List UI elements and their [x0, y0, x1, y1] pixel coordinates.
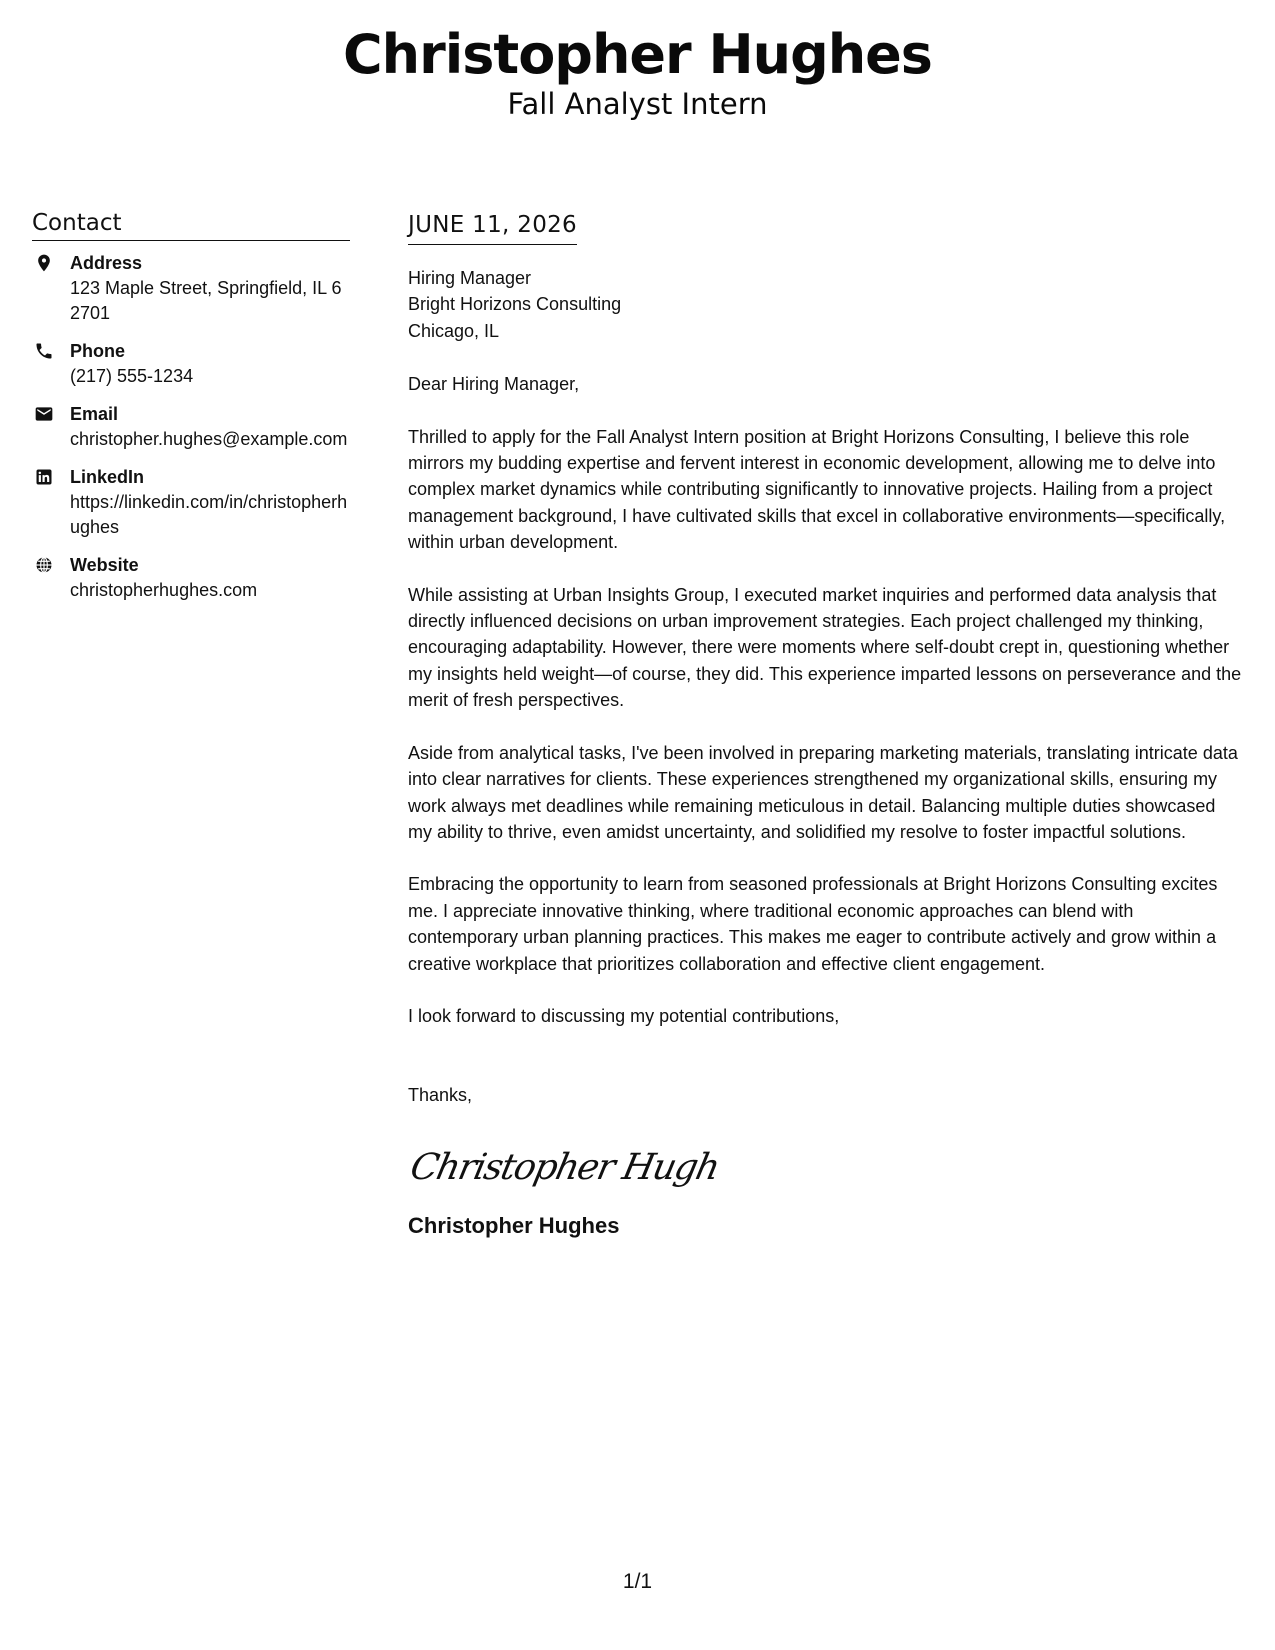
- body-paragraph-3: Aside from analytical tasks, I've been involved in preparing marketing materials, translating intricate data into clear narratives for clients. These experiences strengthened my organizational skills, ensuring my work always met deadlines while remaining meticulous in detail. Balancing multiple duties showcased my ability to thrive, even amidst uncertainty, and solidified my resolve to foster impactful solutions.: [408, 742, 1238, 842]
- signed-name: Christopher Hughes: [408, 1212, 620, 1238]
- contact-label: Phone: [70, 341, 126, 361]
- applicant-name: Christopher Hughes: [343, 23, 932, 86]
- body-paragraph-4: Embracing the opportunity to learn from seasoned professionals at Bright Horizons Consulting excites me. I appreciate innovative thinking, where traditional economic approaches can blend with contemporary urban planning practices. This makes me eager to contribute actively and grow within a creative workplace that prioritizes collaboration and effective client engagement.: [408, 874, 1218, 974]
- page-number: 1/1: [622, 1570, 653, 1593]
- contact-value: https://linkedin.com/in/christopherhughes: [70, 492, 348, 537]
- contact-item-address: [32, 251, 350, 326]
- salutation: Dear Hiring Manager,: [408, 374, 580, 395]
- handwritten-signature: [408, 1135, 1243, 1195]
- linkedin-icon: [32, 465, 70, 487]
- contact-section-title: Contact: [32, 208, 350, 241]
- contact-label: Email: [70, 404, 119, 424]
- signature-text: Christopher Hugh: [406, 1145, 723, 1188]
- contact-item-linkedin: [32, 465, 350, 540]
- recipient-name: Hiring Manager: [408, 268, 532, 288]
- closing-line: I look forward to discussing my potential contributions,: [408, 1005, 840, 1026]
- contact-value: 123 Maple Street, Springfield, IL 62701: [70, 278, 342, 323]
- body-paragraph-1: Thrilled to apply for the Fall Analyst Intern position at Bright Horizons Consulting, I believe this role mirrors my budding expertise and fervent interest in economic development, allowing me to delve into complex market dynamics while contributing significantly to innovative projects. Hailing from a project management background, I have cultivated skills that excel in collaborative environments—specifically, within urban development.: [408, 426, 1226, 553]
- contact-item-phone: [32, 339, 350, 389]
- letter-date: JUNE 11, 2026: [408, 210, 577, 245]
- letter-body: [408, 210, 1243, 1241]
- contact-item-email: [32, 402, 350, 452]
- header: [0, 22, 1275, 122]
- envelope-icon: [32, 402, 70, 424]
- contact-sidebar: [32, 208, 350, 616]
- contact-value: christopher.hughes@example.com: [70, 429, 348, 449]
- recipient-location: Chicago, IL: [408, 320, 500, 341]
- map-pin-icon: [32, 251, 70, 273]
- job-title: Fall Analyst Intern: [507, 87, 768, 121]
- contact-item-website: [32, 553, 350, 603]
- contact-label: Website: [70, 555, 139, 575]
- phone-icon: [32, 339, 70, 361]
- globe-icon: [32, 553, 70, 575]
- contact-value: (217) 555-1234: [70, 366, 194, 386]
- recipient-company: Bright Horizons Consulting: [408, 294, 622, 315]
- contact-list: [32, 251, 350, 603]
- contact-label: LinkedIn: [70, 467, 145, 487]
- recipient-block: [408, 265, 1243, 344]
- contact-value: christopherhughes.com: [70, 580, 258, 600]
- body-paragraph-2: While assisting at Urban Insights Group, I executed market inquiries and performed data analysis that directly influenced decisions on urban improvement strategies. Each project challenged my thinking, encouraging adaptability. However, there were moments where self-doubt crept in, questioning whether my insights held weight—of course, they did. This experience imparted lessons on perseverance and the merit of fresh perspectives.: [408, 584, 1242, 711]
- sign-off: Thanks,: [408, 1085, 473, 1106]
- contact-label: Address: [70, 253, 143, 273]
